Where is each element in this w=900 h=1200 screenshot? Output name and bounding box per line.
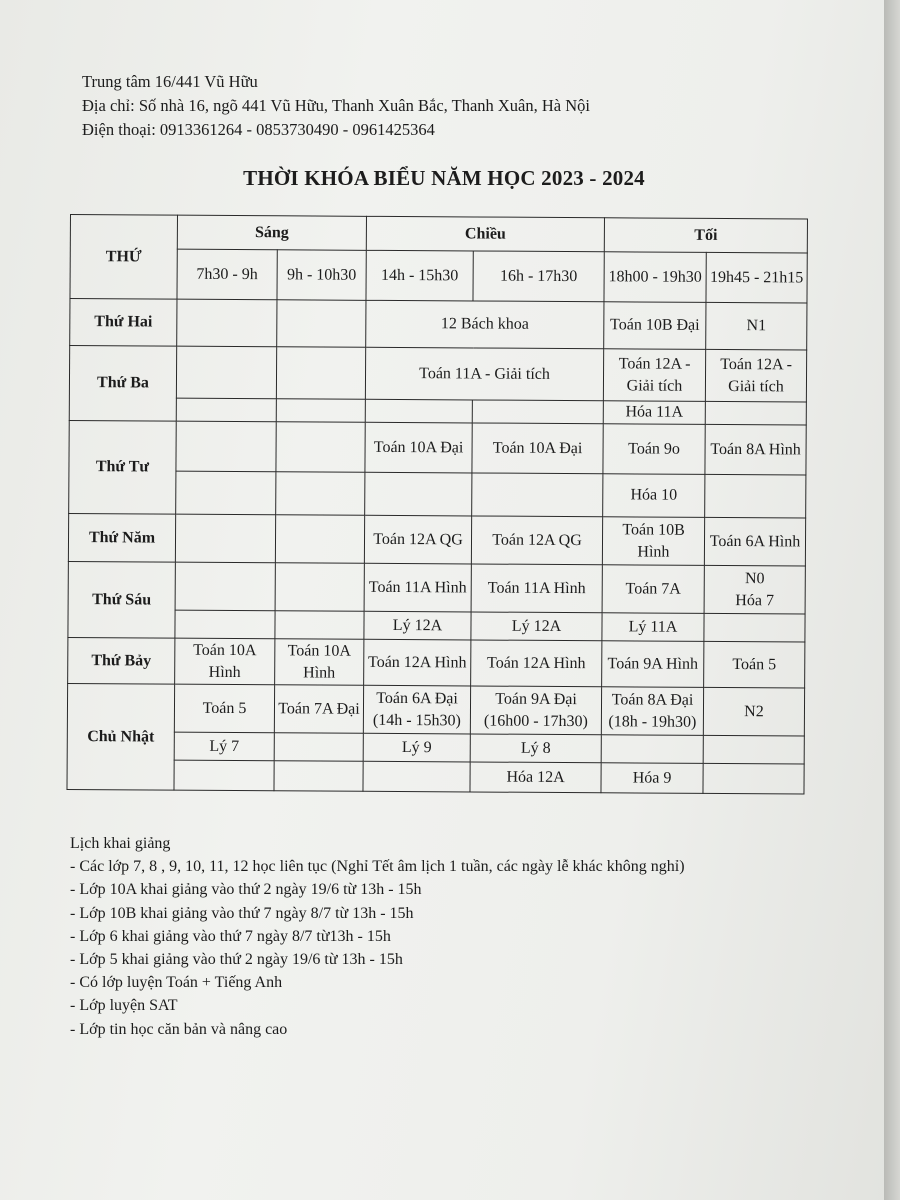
- slot-label: 14h - 15h30: [366, 250, 473, 301]
- row-tue: [69, 346, 806, 403]
- cell-empty: [175, 610, 275, 639]
- day-header: THỨ: [70, 215, 178, 300]
- class-cell: Toán 10A Đại: [365, 422, 472, 473]
- day-label: Thứ Ba: [69, 346, 176, 422]
- note-item: - Có lớp luyện Toán + Tiếng Anh: [70, 974, 283, 992]
- cell-empty: [276, 399, 365, 423]
- row-thu: [68, 513, 805, 566]
- note-item: - Lớp 6 khai giảng vào thứ 7 ngày 8/7 từ13h - 15h: [70, 927, 391, 945]
- class-cell: Toán 7A: [602, 565, 704, 614]
- note-item: - Lớp tin học căn bản và nâng cao: [70, 1020, 288, 1038]
- cell-empty: [174, 760, 274, 791]
- session-morning: Sáng: [177, 215, 366, 250]
- note-item: - Lớp 10B khai giảng vào thứ 7 ngày 8/7 từ 13h - 15h: [70, 904, 414, 922]
- class-cell: Lý 7: [174, 732, 274, 761]
- notes-heading: Lịch khai giảng: [70, 835, 171, 852]
- day-label: Thứ Tư: [69, 420, 177, 514]
- row-sun: [67, 683, 804, 736]
- class-cell: Toán 10A Hình: [275, 639, 364, 686]
- cell-empty: [705, 401, 806, 425]
- class-time: (14h - 15h30): [372, 711, 461, 729]
- cell-empty: [177, 299, 277, 347]
- row-wed: [69, 420, 806, 475]
- session-evening: Tối: [604, 218, 807, 253]
- cell-empty: [175, 514, 275, 563]
- class-line: Toán 9A Đại: [495, 690, 577, 708]
- header-row-slots: [70, 249, 807, 304]
- class-cell: Toán 10B Hình: [602, 517, 704, 566]
- cell-empty: [276, 422, 365, 473]
- class-cell: Lý 11A: [602, 613, 704, 642]
- class-cell: Toán 6A Hình: [704, 517, 805, 566]
- timetable: [66, 214, 808, 794]
- slot-label: 19h45 - 21h15: [706, 252, 807, 303]
- class-cell: Lý 9: [363, 733, 470, 762]
- class-cell: Toán 9o: [603, 424, 705, 475]
- cell-empty: [275, 563, 364, 612]
- class-line: Hóa 7: [735, 591, 775, 609]
- row-mon: [70, 299, 807, 351]
- opening-schedule-notes: [70, 832, 685, 1041]
- center-name: Trung tâm 16/441 Vũ Hữu: [82, 72, 258, 91]
- cell-empty: [176, 398, 276, 422]
- note-item: - Lớp 10A khai giảng vào thứ 2 ngày 19/6 từ 13h - 15h: [70, 881, 422, 899]
- class-cell: Lý 12A: [364, 611, 471, 640]
- session-afternoon: Chiều: [366, 216, 604, 251]
- center-phone: Điện thoại: 0913361264 - 0853730490 - 0961425364: [82, 120, 435, 139]
- class-line: N0: [744, 569, 765, 587]
- class-time: (18h - 19h30): [608, 712, 697, 731]
- class-cell: Toán 12A QG: [471, 516, 602, 565]
- class-cell: Toán 12A Hình: [471, 640, 602, 687]
- day-label: Thứ Bảy: [68, 637, 175, 684]
- class-cell: Toán 10B Đại: [604, 302, 706, 350]
- row-sat: [68, 637, 805, 688]
- class-cell: N1: [706, 302, 807, 350]
- cell-empty: [365, 472, 472, 516]
- cell-empty: [472, 400, 603, 424]
- cell-empty: [274, 761, 363, 792]
- cell-empty: [176, 346, 276, 399]
- cell-empty: [472, 473, 603, 517]
- class-cell: Toán 11A Hình: [364, 563, 471, 612]
- class-cell: Toán 11A - Giải tích: [365, 347, 603, 400]
- class-line: Toán 6A Đại: [376, 689, 458, 707]
- cell-empty: [704, 613, 805, 642]
- note-item: - Các lớp 7, 8 , 9, 10, 11, 12 học liên tục (Nghỉ Tết âm lịch 1 tuần, các ngày lễ khác không nghỉ): [70, 858, 685, 876]
- cell-empty: [176, 421, 276, 472]
- class-cell: 12 Bách khoa: [366, 300, 604, 348]
- class-cell: Toán 10A Đại: [472, 423, 603, 474]
- class-cell: Toán 7A Đại: [274, 685, 363, 734]
- slot-label: 7h30 - 9h: [177, 249, 277, 300]
- slot-label: 9h - 10h30: [277, 250, 366, 301]
- class-cell: [601, 687, 703, 736]
- class-cell: Toán 11A Hình: [471, 564, 602, 613]
- day-label: Thứ Sáu: [68, 561, 175, 638]
- cell-empty: [276, 347, 365, 400]
- class-cell: [704, 565, 805, 614]
- class-cell: [470, 686, 601, 735]
- row-fri: [68, 561, 805, 614]
- class-cell: Hóa 11A: [603, 401, 705, 425]
- class-cell: Toán 5: [704, 641, 805, 688]
- note-item: - Lớp luyện SAT: [70, 997, 178, 1015]
- class-cell: Toán 12A - Giải tích: [603, 349, 705, 402]
- cell-empty: [703, 735, 804, 764]
- cell-empty: [363, 761, 470, 792]
- class-line: Toán 8A Đại: [611, 690, 694, 709]
- class-cell: Hóa 10: [603, 474, 705, 518]
- class-cell: Toán 10A Hình: [175, 638, 275, 685]
- class-cell: Toán 12A Hình: [364, 639, 471, 686]
- cell-empty: [703, 763, 804, 794]
- center-info: [82, 70, 590, 142]
- class-cell: Toán 12A QG: [364, 515, 471, 564]
- center-address: Địa chỉ: Số nhà 16, ngõ 441 Vũ Hữu, Thanh Xuân Bắc, Thanh Xuân, Hà Nội: [82, 96, 590, 115]
- class-cell: Toán 12A - Giải tích: [705, 349, 806, 402]
- cell-empty: [705, 474, 806, 518]
- class-cell: Toán 8A Hình: [705, 424, 806, 475]
- class-cell: Hóa 9: [601, 763, 703, 794]
- cell-empty: [175, 562, 275, 611]
- row-sun-3: [67, 759, 804, 794]
- class-cell: Hóa 12A: [470, 762, 601, 793]
- row-wed-2: [69, 470, 806, 518]
- cell-empty: [277, 300, 366, 348]
- cell-empty: [601, 735, 703, 764]
- slot-label: 16h - 17h30: [473, 251, 604, 302]
- cell-empty: [275, 611, 364, 640]
- note-item: - Lớp 5 khai giảng vào thứ 2 ngày 19/6 từ 13h - 15h: [70, 951, 403, 969]
- row-sun-2: [67, 731, 804, 764]
- slot-label: 18h00 - 19h30: [604, 252, 706, 303]
- class-cell: Toán 5: [174, 684, 274, 733]
- cell-empty: [365, 399, 472, 423]
- class-cell: Lý 8: [470, 734, 601, 763]
- cell-empty: [276, 472, 365, 516]
- cell-empty: [176, 471, 276, 515]
- cell-empty: [275, 515, 364, 564]
- class-time: (16h00 - 17h30): [483, 712, 588, 730]
- cell-empty: [274, 733, 363, 762]
- day-label: Chủ Nhật: [67, 683, 175, 790]
- day-label: Thứ Năm: [68, 513, 175, 562]
- day-label: Thứ Hai: [70, 299, 177, 347]
- class-cell: [363, 685, 470, 734]
- row-fri-2: [68, 609, 805, 642]
- header-row-sessions: [70, 215, 807, 254]
- class-cell: Lý 12A: [471, 612, 602, 641]
- page-title: THỜI KHÓA BIỂU NĂM HỌC 2023 - 2024: [243, 166, 645, 190]
- class-cell: Toán 9A Hình: [602, 641, 704, 688]
- class-cell: N2: [703, 687, 804, 736]
